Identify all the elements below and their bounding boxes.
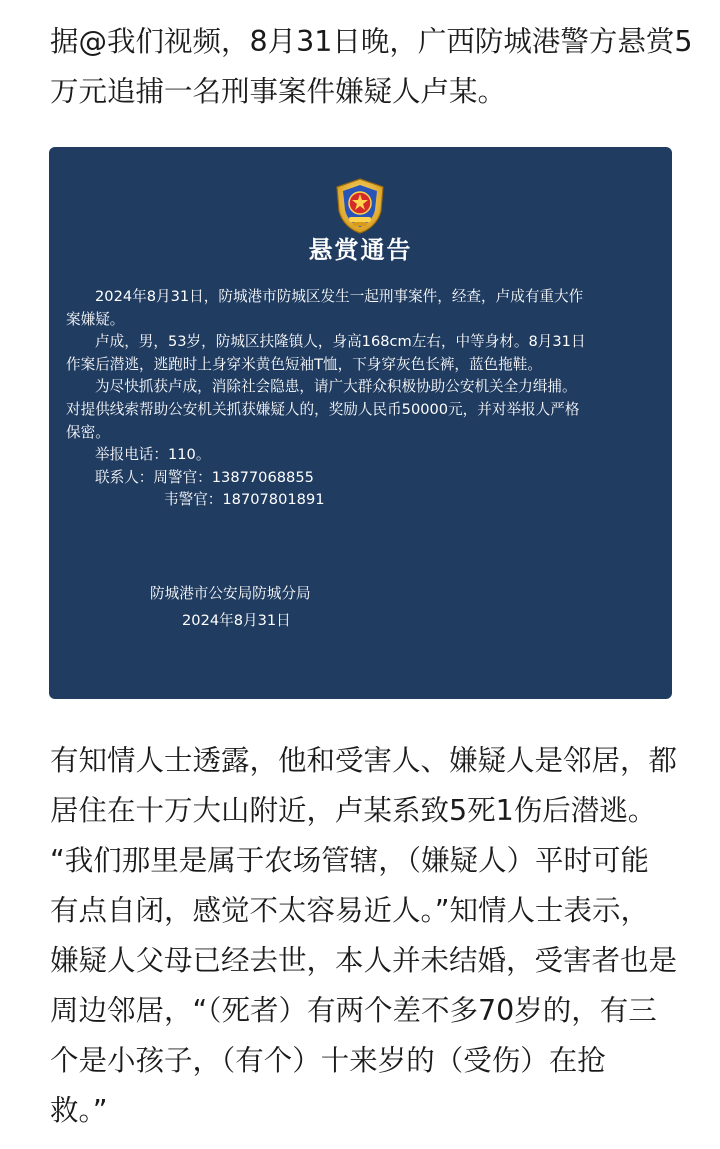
police-emblem-icon <box>331 177 389 235</box>
article-text-line: 嫌疑人父母已经去世，本人并未结婚，受害者也是 <box>50 944 678 977</box>
notice-issuer: 防城港市公安局防城分局 <box>150 585 311 602</box>
article-text-line: “我们那里是属于农场管辖，（嫌疑人）平时可能 <box>50 844 650 877</box>
article-text-line: 居住在十万大山附近，卢某系致5死1伤后潜逃。 <box>50 794 657 827</box>
notice-title: 悬赏通告 <box>308 236 413 264</box>
notice-body-line: 2024年8月31日，防城港市防城区发生一起刑事案件，经查，卢成有重大作 <box>95 288 584 305</box>
article-text-line: 据@我们视频，8月31日晚，广西防城港警方悬赏5 <box>50 25 693 58</box>
notice-contact: 韦警官：18707801891 <box>164 491 325 509</box>
article-text-line: 有知情人士透露，他和受害人、嫌疑人是邻居，都 <box>50 744 678 777</box>
notice-hotline: 举报电话：110。 <box>95 446 211 464</box>
article-text-line: 救。” <box>50 1094 108 1127</box>
article-paragraph-witness <box>50 736 678 1136</box>
article-text-line: 个是小孩子，（有个）十来岁的（受伤）在抢 <box>50 1044 606 1077</box>
notice-body-line: 对提供线索帮助公安机关抓获嫌疑人的，奖励人民币50000元，并对举报人严格 <box>66 400 580 418</box>
notice-body-line: 保密。 <box>66 423 110 441</box>
notice-date: 2024年8月31日 <box>182 612 291 629</box>
notice-body-line: 作案后潜逃，逃跑时上身穿米黄色短袖T恤，下身穿灰色长裤，蓝色拖鞋。 <box>66 355 542 373</box>
notice-body-line: 案嫌疑。 <box>66 310 125 328</box>
notice-body-line: 卢成，男，53岁，防城区扶隆镇人，身高168cm左右，中等身材。8月31日 <box>95 333 586 351</box>
article-text-line: 周边邻居，“（死者）有两个差不多70岁的，有三 <box>50 994 657 1027</box>
article-paragraph-intro <box>50 17 693 117</box>
notice-signature <box>150 580 311 634</box>
notice-body-line: 为尽快抓获卢成，消除社会隐患，请广大群众积极协助公安机关全力缉捕。 <box>95 378 577 396</box>
article-text-line: 万元追捕一名刑事案件嫌疑人卢某。 <box>50 75 507 108</box>
notice-body <box>66 286 666 512</box>
notice-contact: 联系人：周警官：13877068855 <box>95 468 314 486</box>
article-text-line: 有点自闭，感觉不太容易近人。”知情人士表示， <box>50 894 650 927</box>
reward-notice-image <box>49 147 672 699</box>
